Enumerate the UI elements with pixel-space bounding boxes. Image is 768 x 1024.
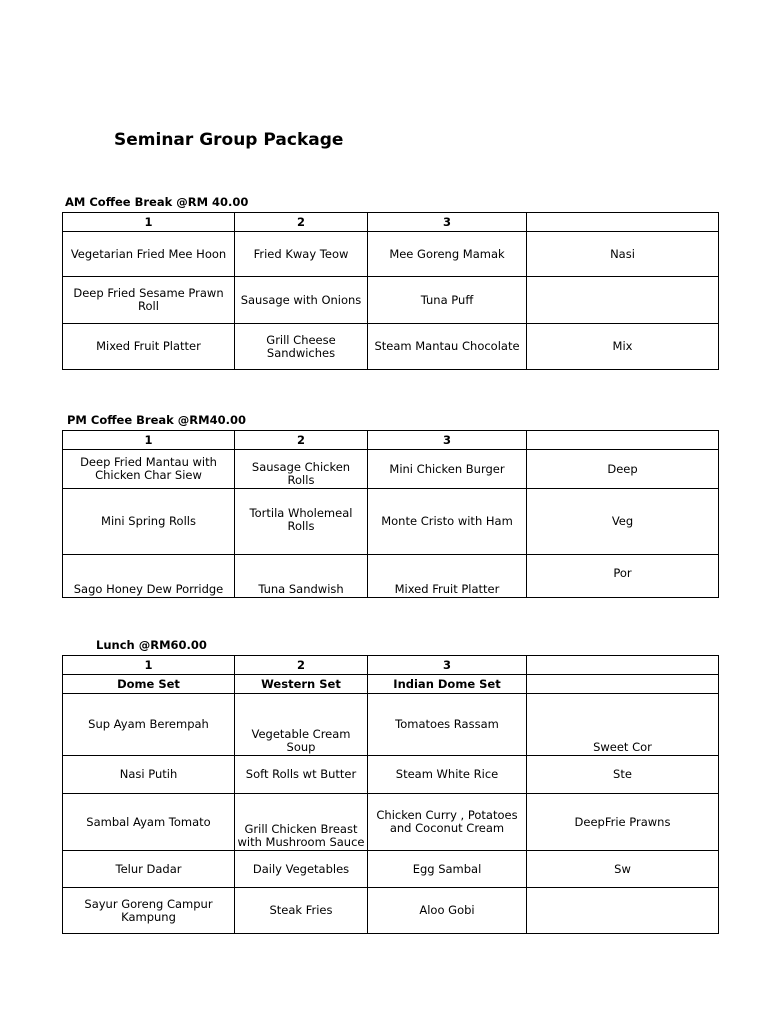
- table-row: [63, 324, 719, 370]
- table-cell: DeepFrie Prawns: [527, 794, 719, 851]
- column-header: 2: [235, 213, 368, 232]
- lunch-section-title: Lunch @RM60.00: [96, 638, 207, 652]
- table-header-row: [63, 213, 719, 232]
- am-section-title: AM Coffee Break @RM 40.00: [65, 195, 249, 209]
- table-cell: Sago Honey Dew Porridge: [63, 555, 235, 598]
- am-menu-table: [62, 212, 719, 370]
- table-cell: Tuna Puff: [368, 277, 527, 324]
- table-row: [63, 450, 719, 489]
- table-row: [63, 694, 719, 756]
- table-header-row: [63, 656, 719, 675]
- table-cell: Tortila Wholemeal Rolls: [235, 489, 368, 555]
- column-header: [527, 213, 719, 232]
- table-cell: Monte Cristo with Ham: [368, 489, 527, 555]
- table-cell: Por: [527, 555, 719, 598]
- am-table-wrapper: [62, 212, 635, 370]
- table-cell: Sayur Goreng Campur Kampung: [63, 888, 235, 934]
- set-name: [527, 675, 719, 694]
- page-title: Seminar Group Package: [114, 130, 344, 150]
- table-cell: Nasi: [527, 232, 719, 277]
- table-cell: Steam White Rice: [368, 756, 527, 794]
- table-row: [63, 794, 719, 851]
- lunch-menu-table: [62, 655, 719, 934]
- table-cell: Mixed Fruit Platter: [368, 555, 527, 598]
- column-header: 3: [368, 431, 527, 450]
- table-cell: Mix: [527, 324, 719, 370]
- set-name: Western Set: [235, 675, 368, 694]
- table-cell: Mixed Fruit Platter: [63, 324, 235, 370]
- pm-menu-table: [62, 430, 719, 598]
- table-cell: Sambal Ayam Tomato: [63, 794, 235, 851]
- table-row: [63, 851, 719, 888]
- table-cell: Soft Rolls wt Butter: [235, 756, 368, 794]
- table-cell: Egg Sambal: [368, 851, 527, 888]
- table-cell: Vegetable Cream Soup: [235, 694, 368, 756]
- column-header: [527, 431, 719, 450]
- table-cell: Deep Fried Mantau with Chicken Char Siew: [63, 450, 235, 489]
- table-cell: Aloo Gobi: [368, 888, 527, 934]
- column-header: 1: [63, 431, 235, 450]
- table-cell: Sausage Chicken Rolls: [235, 450, 368, 489]
- table-row: [63, 277, 719, 324]
- pm-table-wrapper: [62, 430, 638, 598]
- table-cell: Sweet Cor: [527, 694, 719, 756]
- table-cell: Grill Cheese Sandwiches: [235, 324, 368, 370]
- table-cell: Tuna Sandwish: [235, 555, 368, 598]
- column-header: 2: [235, 656, 368, 675]
- column-header: 1: [63, 213, 235, 232]
- table-cell: Sausage with Onions: [235, 277, 368, 324]
- table-cell: Veg: [527, 489, 719, 555]
- table-row: [63, 232, 719, 277]
- column-header: 1: [63, 656, 235, 675]
- set-name: Indian Dome Set: [368, 675, 527, 694]
- table-cell: Deep: [527, 450, 719, 489]
- table-cell: Daily Vegetables: [235, 851, 368, 888]
- lunch-table-wrapper: [62, 655, 671, 934]
- table-cell: Deep Fried Sesame Prawn Roll: [63, 277, 235, 324]
- table-cell: Grill Chicken Breast with Mushroom Sauce: [235, 794, 368, 851]
- column-header: [527, 656, 719, 675]
- table-cell: Steak Fries: [235, 888, 368, 934]
- table-header-row: [63, 431, 719, 450]
- set-name: Dome Set: [63, 675, 235, 694]
- column-header: 3: [368, 656, 527, 675]
- table-cell: Mee Goreng Mamak: [368, 232, 527, 277]
- table-cell: Tomatoes Rassam: [368, 694, 527, 756]
- table-row: [63, 756, 719, 794]
- pm-section-title: PM Coffee Break @RM40.00: [67, 413, 246, 427]
- table-cell: Nasi Putih: [63, 756, 235, 794]
- table-cell: Ste: [527, 756, 719, 794]
- set-name-row: [63, 675, 719, 694]
- table-cell: Sw: [527, 851, 719, 888]
- table-cell: [527, 277, 719, 324]
- table-cell: Steam Mantau Chocolate: [368, 324, 527, 370]
- column-header: 3: [368, 213, 527, 232]
- table-row: [63, 888, 719, 934]
- table-cell: [527, 888, 719, 934]
- table-cell: Sup Ayam Berempah: [63, 694, 235, 756]
- table-cell: Vegetarian Fried Mee Hoon: [63, 232, 235, 277]
- table-cell: Chicken Curry , Potatoes and Coconut Cream: [368, 794, 527, 851]
- column-header: 2: [235, 431, 368, 450]
- table-cell: Mini Chicken Burger: [368, 450, 527, 489]
- table-row: [63, 555, 719, 598]
- table-cell: Telur Dadar: [63, 851, 235, 888]
- table-row: [63, 489, 719, 555]
- table-cell: Fried Kway Teow: [235, 232, 368, 277]
- table-cell: Mini Spring Rolls: [63, 489, 235, 555]
